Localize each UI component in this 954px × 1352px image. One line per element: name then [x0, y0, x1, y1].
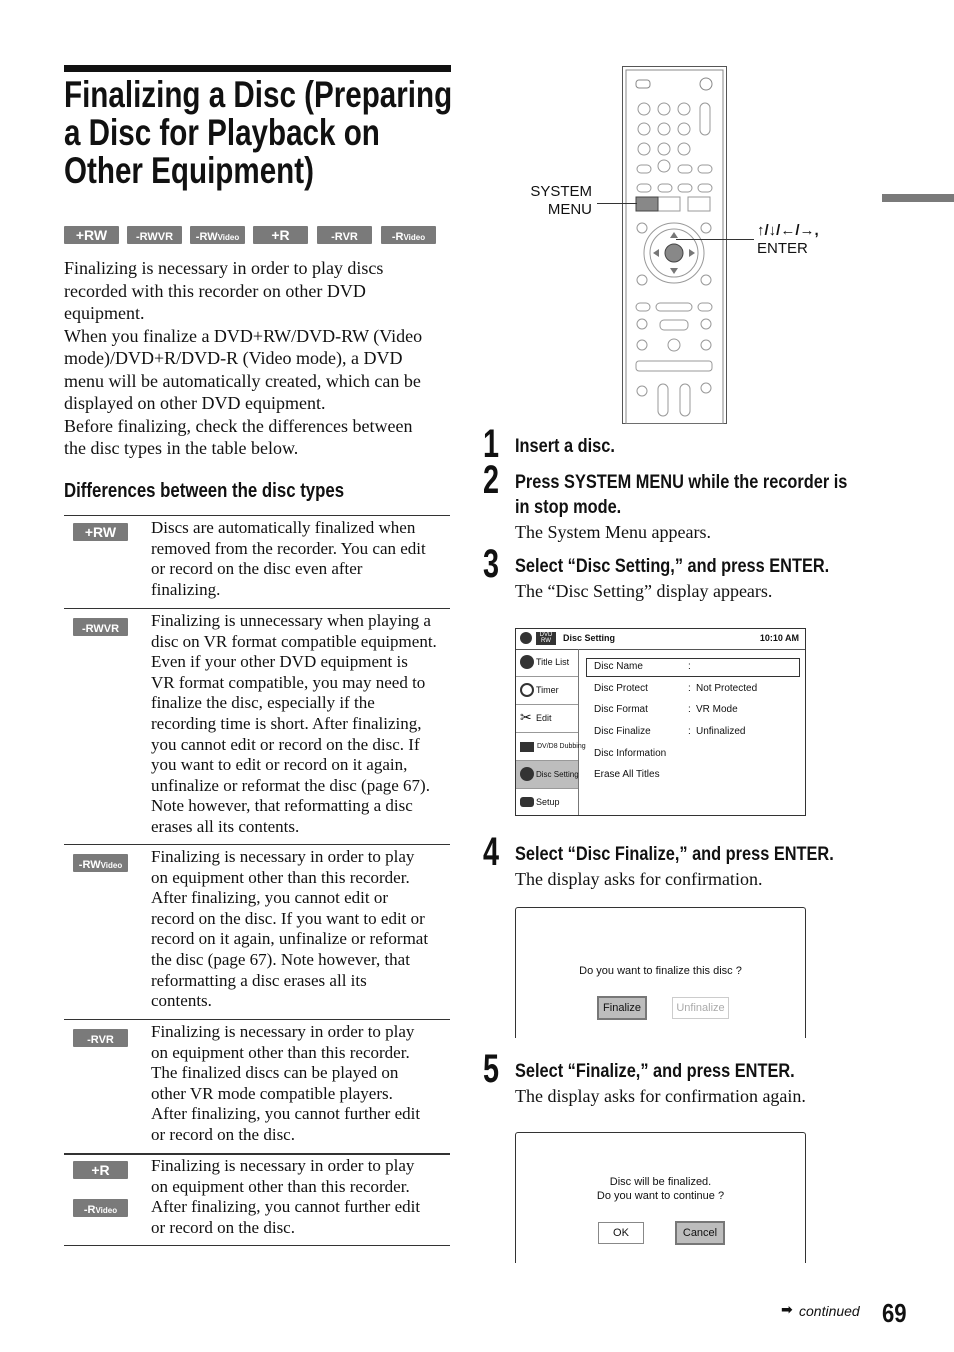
cell-line: erases all its contents.	[151, 816, 300, 836]
menu-item-disc-finalize[interactable]: Disc Finalize	[594, 726, 651, 737]
menu-value: Not Protected	[696, 683, 758, 694]
cell-line: disc on VR format compatible equipment.	[151, 631, 437, 651]
table-rule	[64, 1245, 450, 1246]
table-rule	[64, 844, 450, 845]
cell-line: or record on the disc.	[151, 1217, 295, 1237]
step-description: The display asks for confirmation.	[515, 869, 763, 889]
cell-line: finalize the disc, especially if the	[151, 693, 375, 713]
continued-label: continued	[799, 1303, 860, 1319]
confirm-dialog-finalize	[515, 907, 806, 1038]
menu-sep: :	[688, 726, 691, 737]
table-row-minus-r-vr	[151, 1022, 451, 1146]
step-description: The System Menu appears.	[515, 522, 711, 542]
title-rule	[64, 65, 451, 72]
sidebar-label: Disc Setting	[536, 770, 579, 779]
menu-item-disc-protect[interactable]: Disc Protect	[594, 683, 648, 694]
row-badge-plus-r: +R	[73, 1161, 128, 1179]
intro-paragraph	[64, 257, 454, 460]
system-menu-label	[516, 183, 592, 219]
finalize-button[interactable]: Finalize	[597, 996, 647, 1020]
step-number: 5	[483, 1047, 500, 1091]
page-title-line: a Disc for Playback on	[64, 112, 380, 153]
badge-text: -RW	[135, 231, 158, 243]
table-heading: Differences between the disc types	[64, 480, 345, 502]
sidebar-label: Edit	[536, 713, 552, 723]
cell-line: After finalizing, you cannot further edit	[151, 1104, 421, 1124]
sidebar-item-edit[interactable]	[516, 705, 578, 733]
cell-line: Finalizing is necessary in order to play	[151, 1022, 415, 1041]
badge-minus-r-video	[381, 226, 436, 244]
section-tab-marker	[882, 194, 954, 202]
remote-control-icon	[622, 66, 727, 424]
intro-line: mode)/DVD+R/DVD-R (Video mode), a DVD	[64, 348, 403, 368]
cell-line: on equipment other than this recorder.	[151, 1176, 410, 1196]
badge-text: -RW	[195, 231, 218, 243]
menu-value: VR Mode	[696, 704, 738, 715]
intro-line: displayed on other DVD equipment.	[64, 393, 326, 413]
cell-line: recording time is short. After finalizing,	[151, 713, 422, 733]
menu-item-disc-information[interactable]: Disc Information	[594, 748, 667, 759]
sidebar-label: DV/D8 Dubbing	[537, 743, 586, 750]
cell-line: Note however, that reformatting a disc	[151, 796, 413, 816]
sidebar-label: Title List	[536, 657, 570, 667]
row-badge-minus-rw-video: -RWVideo	[73, 854, 128, 872]
label-line: SYSTEM	[530, 183, 592, 200]
cell-line: VR format compatible, you may need to	[151, 672, 426, 692]
cell-line: reformatting a disc erases all its	[151, 970, 367, 990]
step-title: Select “Disc Finalize,” and press ENTER.	[515, 844, 834, 865]
cell-line: unfinalize or reformat the disc (page 67).	[151, 775, 430, 795]
intro-line: Finalizing is necessary in order to play discs	[64, 258, 384, 278]
badge-text: -R	[391, 231, 404, 243]
camcorder-icon	[520, 742, 534, 752]
intro-line: equipment.	[64, 303, 145, 323]
menu-item-disc-name[interactable]: Disc Name	[594, 661, 643, 672]
cell-line: you want to edit or record on it again,	[151, 755, 408, 775]
menu-item-disc-format[interactable]: Disc Format	[594, 704, 648, 715]
step-title: Select “Disc Setting,” and press ENTER.	[515, 556, 830, 577]
cell-line: record on it again, unfinalize or reformat	[151, 929, 429, 949]
label-line: ↑/↓/←/→,	[757, 222, 819, 239]
page-title-line: Finalizing a Disc (Preparing	[64, 74, 453, 115]
badge-minus-rw-video	[190, 226, 245, 244]
disc-setting-icon	[520, 767, 534, 781]
row-badge-minus-r-video: -RVideo	[73, 1199, 128, 1217]
step-number: 2	[483, 458, 500, 502]
intro-line: recorded with this recorder on other DVD	[64, 280, 366, 301]
intro-line: Before finalizing, check the differences between	[64, 415, 413, 436]
cell-line: Discs are automatically finalized when	[151, 518, 416, 537]
badge-plus-r	[253, 226, 308, 244]
step-number: 4	[483, 830, 500, 874]
step-description: The display asks for confirmation again.	[515, 1086, 806, 1106]
sidebar-item-disc-setting[interactable]	[516, 761, 578, 789]
table-rule	[64, 515, 450, 516]
sidebar-item-setup[interactable]	[516, 789, 578, 816]
cell-line: Finalizing is necessary in order to play	[151, 1156, 415, 1175]
enter-leader	[676, 239, 754, 240]
badge-plus-rw	[64, 226, 119, 244]
menu-sep: :	[688, 704, 691, 715]
cell-line: the disc (page 67). Note however, that	[151, 949, 410, 969]
screen-clock: 10:10 AM	[759, 633, 799, 643]
cell-line: removed from the recorder. You can edit	[151, 538, 426, 558]
cell-line: After finalizing, you cannot further edit	[151, 1197, 421, 1217]
cell-line: Finalizing is necessary in order to play	[151, 847, 415, 866]
step-number: 1	[483, 422, 500, 466]
table-rule	[64, 1019, 450, 1020]
menu-value: Unfinalized	[696, 726, 746, 737]
intro-line: When you finalize a DVD+RW/DVD-RW (Video	[64, 325, 423, 346]
intro-line: menu will be automatically created, which can be	[64, 370, 421, 391]
label-line: MENU	[547, 201, 592, 218]
step-description: The “Disc Setting” display appears.	[515, 581, 773, 601]
cell-line: on equipment other than this recorder.	[151, 867, 410, 887]
menu-sep: :	[688, 683, 691, 694]
cell-line: on equipment other than this recorder.	[151, 1042, 410, 1062]
step-number: 3	[483, 542, 500, 586]
badge-text: -R	[331, 231, 343, 243]
menu-sep: :	[688, 661, 691, 672]
page-number: 69	[882, 1298, 907, 1328]
badge-sub: Video	[403, 233, 426, 242]
step-title: Press SYSTEM MENU while the recorder is	[515, 472, 848, 493]
scissors-icon: ✂	[520, 709, 532, 725]
dialog-message: Disc will be finalized.	[609, 1176, 712, 1188]
dialog-message: Do you want to finalize this disc ?	[579, 965, 742, 977]
screen-sidebar	[516, 649, 586, 815]
step-title: in stop mode.	[515, 497, 622, 518]
badge-sub: Video	[217, 233, 240, 242]
dialog-message: Do you want to continue ?	[596, 1190, 725, 1202]
screen-title: Disc Setting	[563, 633, 616, 643]
cell-line: you cannot edit or record on the disc. If	[151, 734, 420, 754]
ok-button[interactable]: OK	[598, 1222, 644, 1244]
continued-arrow-icon: ➡	[781, 1302, 793, 1318]
cell-line: other VR mode compatible players.	[151, 1083, 393, 1103]
page-title-line: Other Equipment)	[64, 150, 314, 191]
cell-line: finalizing.	[151, 579, 221, 599]
disc-setting-screen	[515, 628, 806, 816]
table-row-plus-r	[151, 1156, 451, 1238]
cell-line: or record on the disc.	[151, 1124, 295, 1144]
table-rule	[64, 1153, 450, 1155]
screen-header	[516, 629, 805, 650]
menu-item-erase-all-titles[interactable]: Erase All Titles	[594, 769, 660, 780]
badge-text: +RW	[75, 227, 108, 243]
unfinalize-button[interactable]: Unfinalize	[672, 997, 729, 1019]
row-badge-minus-r-vr: -RVR	[73, 1029, 128, 1047]
sidebar-item-title-list[interactable]	[516, 649, 578, 677]
badge-text: +R	[271, 227, 290, 243]
table-row-minus-rw-vr	[151, 611, 451, 838]
badge-minus-r-vr	[317, 226, 372, 244]
cell-line: or record on the disc even after	[151, 559, 363, 579]
table-rule	[64, 608, 450, 609]
disc-icon	[520, 632, 532, 644]
confirm-dialog-continue	[515, 1132, 806, 1263]
toolbox-icon	[520, 797, 534, 807]
title-list-icon	[520, 655, 534, 669]
badge-minus-rw-vr	[127, 226, 182, 244]
sidebar-item-dv-dubbing[interactable]	[516, 733, 586, 761]
sidebar-label: Setup	[536, 797, 560, 807]
intro-line: the disc types in the table below.	[64, 438, 299, 458]
dvd-rw-icon: DVD RW	[536, 632, 556, 645]
cell-line: Even if your other DVD equipment is	[151, 652, 408, 672]
cell-line: Finalizing is unnecessary when playing a	[151, 611, 431, 630]
badge-sub: VR	[157, 231, 174, 243]
timer-icon	[520, 683, 534, 697]
cell-line: record on the disc. If you want to edit or	[151, 908, 425, 928]
remote-control-illustration	[622, 66, 727, 424]
step-title: Select “Finalize,” and press ENTER.	[515, 1061, 795, 1082]
cell-line: After finalizing, you cannot edit or	[151, 888, 388, 908]
cancel-button[interactable]: Cancel	[675, 1221, 725, 1245]
sidebar-item-timer[interactable]	[516, 677, 578, 705]
system-menu-leader	[597, 203, 637, 204]
table-row-plus-rw	[151, 518, 451, 600]
sidebar-label: Timer	[536, 685, 559, 695]
step-title: Insert a disc.	[515, 436, 615, 457]
label-line: ENTER	[757, 240, 808, 257]
row-badge-plus-rw: +RW	[73, 523, 128, 541]
page-title	[64, 76, 549, 190]
badge-sub: VR	[342, 231, 358, 243]
row-badge-minus-rw-vr: -RWVR	[73, 618, 128, 636]
cell-line: contents.	[151, 991, 212, 1011]
table-row-minus-rw-video	[151, 847, 451, 1012]
enter-arrows-label	[757, 222, 819, 258]
cell-line: The finalized discs can be played on	[151, 1063, 399, 1083]
